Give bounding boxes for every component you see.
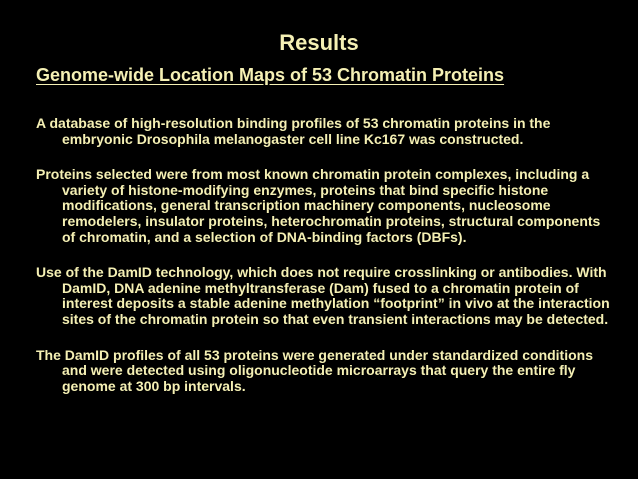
- content-list: [36, 116, 610, 414]
- paragraph-database: A database of high-resolution binding profiles of 53 chromatin proteins in the embryonic Drosophila melanogaster cell line Kc167 was constructed.: [36, 115, 551, 147]
- slide-subtitle: Genome-wide Location Maps of 53 Chromatin Proteins: [36, 65, 505, 85]
- paragraph-proteins-selected: Proteins selected were from most known chromatin protein complexes, including a variety of histone-modifying enzymes, proteins that bind specific histone modifications, general transcription machinery components, nucleosome remodelers, insulator proteins, heterochromatin proteins, structural components of chromatin, and a selection of DNA-binding factors (DBFs).: [36, 166, 601, 245]
- paragraph-damid-profiles: The DamID profiles of all 53 proteins were generated under standardized conditions and were detected using oligonucleotide microarrays that query the entire fly genome at 300 bp intervals.: [36, 346, 593, 394]
- paragraph-damid-technology: Use of the DamID technology, which does not require crosslinking or antibodies. With DamID, DNA adenine methyltransferase (Dam) fused to a chromatin protein of interest deposits a stable adenine methylation “footprint” in vivo at the interaction sites of the chromatin protein so that even transient interactions may be detected.: [36, 264, 610, 327]
- slide-title: Results: [279, 30, 359, 55]
